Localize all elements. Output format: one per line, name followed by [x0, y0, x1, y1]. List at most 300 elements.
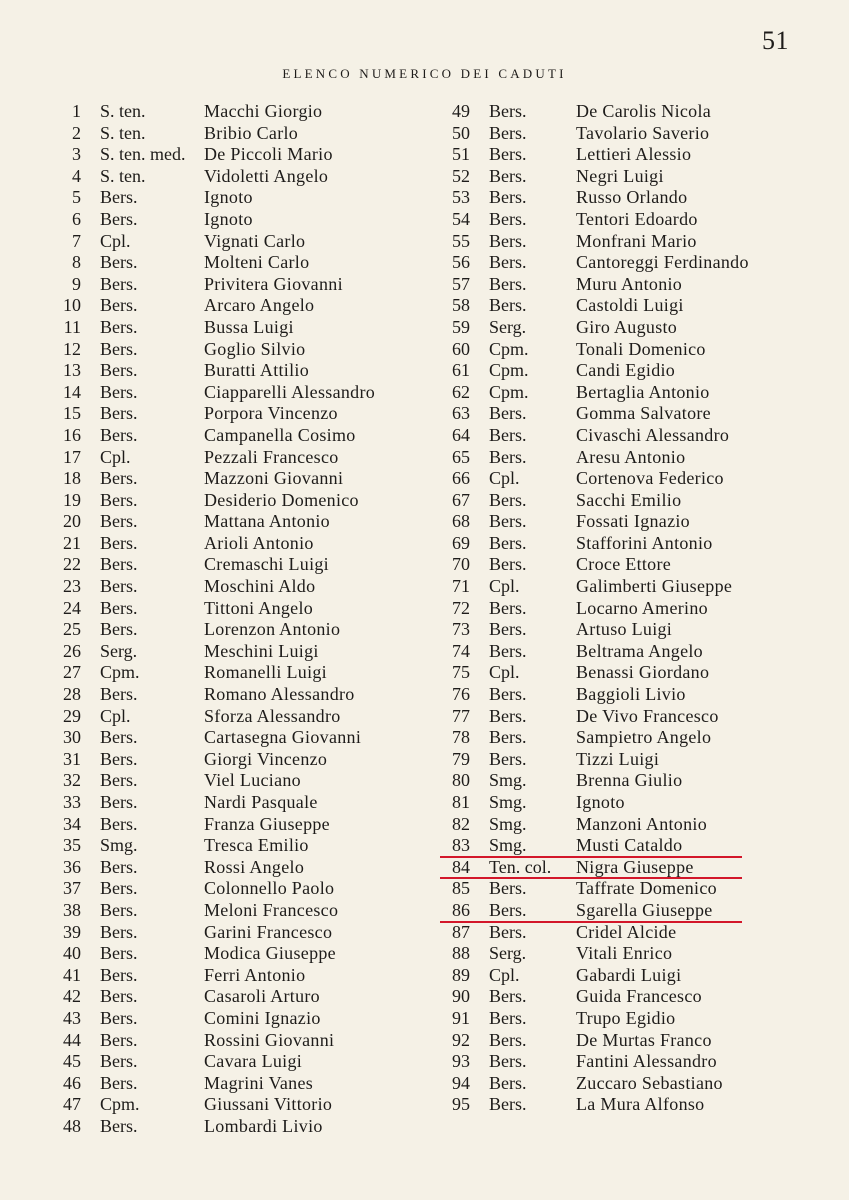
list-item: [438, 749, 838, 771]
entry-rank: Bers.: [100, 986, 138, 1007]
list-item: [46, 209, 426, 231]
entry-rank: S. ten.: [100, 165, 146, 186]
entry-rank: Smg.: [489, 792, 527, 812]
list-item: [46, 1094, 426, 1116]
entry-name: Modica Giuseppe: [204, 943, 336, 964]
entry-name: Giussani Vittorio: [204, 1094, 333, 1115]
entry-name: Ferri Antonio: [204, 964, 306, 985]
entry-name: Sgarella Giuseppe: [576, 899, 713, 920]
list-item: [46, 770, 426, 792]
entry-rank: Bers.: [489, 403, 527, 424]
entry-name: Moschini Aldo: [204, 576, 316, 597]
entry-rank: Bers.: [489, 101, 527, 121]
entry-rank: Bers.: [489, 597, 527, 618]
list-item: [46, 1008, 426, 1030]
entry-name: Ignoto: [204, 208, 253, 229]
entry-name: La Mura Alfonso: [576, 1094, 705, 1115]
list-item: [46, 339, 426, 361]
list-item: [438, 511, 838, 533]
list-item: [46, 662, 426, 684]
list-item: [46, 360, 426, 382]
entry-name: Comini Ignazio: [204, 1007, 321, 1028]
entry-number: 53: [452, 187, 470, 208]
entry-name: Aresu Antonio: [576, 446, 686, 467]
entry-rank: Bers.: [489, 748, 527, 769]
list-item: [438, 447, 838, 469]
entry-number: 8: [72, 252, 81, 273]
entry-rank: Cpl.: [100, 446, 131, 467]
list-item: [438, 187, 838, 209]
entry-rank: Bers.: [489, 899, 527, 920]
entry-number: 15: [63, 403, 81, 424]
entry-rank: Bers.: [489, 489, 527, 510]
entry-name: Pezzali Francesco: [204, 446, 339, 467]
entry-number: 3: [72, 144, 81, 165]
list-item: [438, 339, 838, 361]
entry-number: 63: [452, 403, 470, 424]
list-item: [46, 922, 426, 944]
entry-number: 77: [452, 705, 470, 726]
list-item: [46, 274, 426, 296]
entry-name: Artuso Luigi: [576, 619, 673, 640]
entry-name: Magrini Vanes: [204, 1072, 314, 1093]
entry-number: 32: [63, 770, 81, 791]
list-item: [46, 619, 426, 641]
entry-name: Muru Antonio: [576, 273, 683, 294]
entry-number: 80: [452, 770, 470, 791]
entry-name: Sacchi Emilio: [576, 489, 682, 510]
entry-rank: Bers.: [100, 878, 138, 899]
entry-number: 86: [452, 899, 470, 920]
entry-name: Ignoto: [204, 187, 253, 208]
list-item: [46, 598, 426, 620]
entry-rank: Bers.: [100, 489, 138, 510]
entry-number: 55: [452, 230, 470, 251]
list-item: [46, 166, 426, 188]
entry-name: Mattana Antonio: [204, 511, 330, 532]
entry-number: 2: [72, 122, 81, 143]
entry-number: 33: [63, 792, 81, 812]
entry-name: Tittoni Angelo: [204, 597, 314, 618]
entry-rank: Bers.: [489, 122, 527, 143]
entry-rank: Bers.: [100, 727, 138, 748]
entry-rank: Bers.: [100, 770, 138, 791]
entry-number: 54: [452, 208, 470, 229]
entry-name: Arcaro Angelo: [204, 295, 315, 316]
entry-rank: Bers.: [489, 165, 527, 186]
entry-name: De Murtas Franco: [576, 1029, 712, 1050]
entry-name: Privitera Giovanni: [204, 273, 343, 294]
list-item: [438, 252, 838, 274]
list-item: [46, 554, 426, 576]
entry-name: Lorenzon Antonio: [204, 619, 341, 640]
list-item: [438, 468, 838, 490]
list-item: [438, 144, 838, 166]
entry-rank: Bers.: [489, 878, 527, 899]
list-item: [46, 641, 426, 663]
entry-rank: S. ten. med.: [100, 144, 186, 165]
entry-rank: Serg.: [489, 316, 527, 337]
entry-number: 62: [452, 381, 470, 402]
list-item: [438, 1051, 838, 1073]
entry-rank: Bers.: [100, 208, 138, 229]
entry-name: Lettieri Alessio: [576, 144, 692, 165]
entry-name: Cavara Luigi: [204, 1051, 303, 1072]
entry-name: De Carolis Nicola: [576, 101, 712, 121]
entry-name: Manzoni Antonio: [576, 813, 707, 834]
entry-number: 16: [63, 424, 81, 445]
entry-name: Gabardi Luigi: [576, 964, 682, 985]
list-item: [438, 360, 838, 382]
entry-name: Musti Cataldo: [576, 835, 683, 856]
entry-number: 52: [452, 165, 470, 186]
entry-name: Beltrama Angelo: [576, 640, 703, 661]
entry-rank: Bers.: [489, 252, 527, 273]
list-item: [46, 468, 426, 490]
entry-rank: Bers.: [100, 1072, 138, 1093]
entry-name: Guida Francesco: [576, 986, 702, 1007]
entry-rank: S. ten.: [100, 122, 146, 143]
list-item: [438, 101, 838, 123]
entry-number: 78: [452, 727, 470, 748]
entry-rank: Bers.: [100, 554, 138, 575]
list-item: [438, 965, 838, 987]
entry-number: 47: [63, 1094, 81, 1115]
entry-number: 72: [452, 597, 470, 618]
entry-name: Tonali Domenico: [576, 338, 706, 359]
entry-rank: Cpl.: [489, 468, 520, 489]
entry-rank: Bers.: [100, 1007, 138, 1028]
entry-number: 85: [452, 878, 470, 899]
entry-number: 64: [452, 424, 470, 445]
entry-number: 23: [63, 576, 81, 597]
entry-rank: Cpm.: [100, 1094, 140, 1115]
entry-number: 30: [63, 727, 81, 748]
list-item: [46, 835, 426, 857]
list-item: [438, 1073, 838, 1095]
entry-rank: Cpm.: [489, 360, 529, 381]
entry-rank: Cpl.: [489, 964, 520, 985]
entry-rank: Bers.: [100, 684, 138, 705]
entry-number: 26: [63, 640, 81, 661]
entry-name: Ignoto: [576, 792, 625, 812]
entry-number: 56: [452, 252, 470, 273]
entry-rank: Bers.: [489, 1094, 527, 1115]
entry-rank: Cpl.: [489, 662, 520, 683]
entry-rank: Bers.: [489, 208, 527, 229]
entry-rank: Bers.: [489, 1072, 527, 1093]
list-item: [46, 943, 426, 965]
list-item: [46, 231, 426, 253]
entry-rank: Bers.: [100, 424, 138, 445]
entry-name: Rossini Giovanni: [204, 1029, 335, 1050]
entry-name: Fossati Ignazio: [576, 511, 690, 532]
entry-name: Garini Francesco: [204, 921, 333, 942]
entry-number: 87: [452, 921, 470, 942]
entry-number: 65: [452, 446, 470, 467]
list-item: [438, 706, 838, 728]
entry-rank: Bers.: [489, 986, 527, 1007]
entry-name: Meschini Luigi: [204, 640, 319, 661]
list-item: [46, 101, 426, 123]
entry-rank: Bers.: [100, 597, 138, 618]
entry-number: 68: [452, 511, 470, 532]
entry-name: Tresca Emilio: [204, 835, 309, 856]
entry-name: Cremaschi Luigi: [204, 554, 329, 575]
entry-rank: Bers.: [100, 187, 138, 208]
entry-name: Lombardi Livio: [204, 1115, 323, 1136]
entry-rank: Bers.: [489, 554, 527, 575]
entry-number: 35: [63, 835, 81, 856]
entry-name: Russo Orlando: [576, 187, 688, 208]
entry-number: 88: [452, 943, 470, 964]
entry-rank: Bers.: [100, 468, 138, 489]
list-item: [438, 425, 838, 447]
entry-number: 24: [63, 597, 81, 618]
entry-number: 4: [72, 165, 81, 186]
entry-number: 76: [452, 684, 470, 705]
entry-name: Bussa Luigi: [204, 316, 294, 337]
entry-number: 44: [63, 1029, 81, 1050]
entry-number: 11: [63, 316, 81, 337]
entry-number: 95: [452, 1094, 470, 1115]
entry-number: 90: [452, 986, 470, 1007]
entry-rank: Bers.: [489, 446, 527, 467]
entry-rank: Bers.: [489, 511, 527, 532]
list-item: [46, 1073, 426, 1095]
entry-rank: Bers.: [100, 1029, 138, 1050]
entry-rank: Bers.: [489, 187, 527, 208]
list-item: [46, 900, 426, 922]
entry-number: 66: [452, 468, 470, 489]
entry-number: 12: [63, 338, 81, 359]
list-item: [438, 598, 838, 620]
entry-rank: Bers.: [100, 273, 138, 294]
entry-name: Tavolario Saverio: [576, 122, 710, 143]
entry-number: 75: [452, 662, 470, 683]
entry-number: 39: [63, 921, 81, 942]
entry-rank: Bers.: [100, 511, 138, 532]
entry-name: Giro Augusto: [576, 316, 678, 337]
list-item: [438, 814, 838, 836]
list-item: [46, 1116, 426, 1138]
page-number: 51: [762, 26, 789, 55]
entry-number: 61: [452, 360, 470, 381]
entry-rank: Bers.: [489, 424, 527, 445]
entry-rank: Bers.: [100, 748, 138, 769]
list-item: [438, 1030, 838, 1052]
entry-name: De Vivo Francesco: [576, 705, 719, 726]
list-item: [46, 1051, 426, 1073]
entry-name: Fantini Alessandro: [576, 1051, 717, 1072]
entry-number: 17: [63, 446, 81, 467]
entry-name: Colonnello Paolo: [204, 878, 335, 899]
list-item: [46, 792, 426, 814]
entry-name: Rossi Angelo: [204, 856, 305, 877]
entry-rank: Bers.: [489, 230, 527, 251]
entry-rank: Bers.: [100, 856, 138, 877]
entry-rank: Bers.: [489, 1051, 527, 1072]
entry-rank: Bers.: [100, 792, 138, 812]
entry-name: Bribio Carlo: [204, 122, 299, 143]
list-item: [46, 403, 426, 425]
entry-number: 59: [452, 316, 470, 337]
list-item: [46, 857, 426, 879]
list-item: [438, 490, 838, 512]
entry-number: 51: [452, 144, 470, 165]
entry-name: Vidoletti Angelo: [204, 165, 329, 186]
list-item: [46, 511, 426, 533]
entry-rank: Cpl.: [489, 576, 520, 597]
list-item: [438, 382, 838, 404]
entry-name: Cantoreggi Ferdinando: [576, 252, 749, 273]
entry-rank: Bers.: [489, 921, 527, 942]
entry-name: Franza Giuseppe: [204, 813, 330, 834]
entry-number: 94: [452, 1072, 470, 1093]
entry-rank: Bers.: [100, 943, 138, 964]
entry-rank: Bers.: [489, 532, 527, 553]
entry-name: Meloni Francesco: [204, 899, 339, 920]
entry-rank: Cpm.: [489, 381, 529, 402]
entry-number: 28: [63, 684, 81, 705]
entry-number: 18: [63, 468, 81, 489]
entry-name: Campanella Cosimo: [204, 424, 356, 445]
list-item: [46, 295, 426, 317]
entry-rank: Bers.: [100, 576, 138, 597]
entry-name: Giorgi Vincenzo: [204, 748, 328, 769]
entry-rank: Bers.: [100, 381, 138, 402]
list-item: [438, 295, 838, 317]
list-item: [438, 554, 838, 576]
list-item: [438, 209, 838, 231]
entry-number: 89: [452, 964, 470, 985]
entry-name: Sforza Alessandro: [204, 705, 341, 726]
entry-name: Goglio Silvio: [204, 338, 306, 359]
entry-number: 38: [63, 899, 81, 920]
entry-name: Zuccaro Sebastiano: [576, 1072, 723, 1093]
entry-name: Romano Alessandro: [204, 684, 355, 705]
entry-rank: Bers.: [100, 1051, 138, 1072]
entry-name: Cartasegna Giovanni: [204, 727, 362, 748]
entry-rank: Cpm.: [100, 662, 140, 683]
entry-name: Bertaglia Antonio: [576, 381, 710, 402]
entry-rank: Cpl.: [100, 705, 131, 726]
entry-rank: Bers.: [489, 1029, 527, 1050]
entry-name: Tentori Edoardo: [576, 208, 698, 229]
list-item: [438, 533, 838, 555]
entry-number: 46: [63, 1072, 81, 1093]
entry-name: Mazzoni Giovanni: [204, 468, 344, 489]
entry-number: 27: [63, 662, 81, 683]
entry-number: 69: [452, 532, 470, 553]
list-item: [438, 274, 838, 296]
entry-number: 79: [452, 748, 470, 769]
entry-rank: Bers.: [100, 964, 138, 985]
entry-number: 84: [452, 856, 470, 877]
entry-number: 82: [452, 813, 470, 834]
entry-name: Stafforini Antonio: [576, 532, 713, 553]
entry-rank: Smg.: [489, 813, 527, 834]
entry-number: 49: [452, 101, 470, 121]
list-item: [438, 922, 838, 944]
entry-name: Nardi Pasquale: [204, 792, 318, 812]
entry-rank: Bers.: [100, 619, 138, 640]
entry-name: Sampietro Angelo: [576, 727, 712, 748]
entry-rank: Cpm.: [489, 338, 529, 359]
entry-rank: Bers.: [100, 921, 138, 942]
list-item: [46, 706, 426, 728]
list-item: [438, 231, 838, 253]
entry-name: Casaroli Arturo: [204, 986, 320, 1007]
entry-name: Tizzi Luigi: [576, 748, 660, 769]
right-column: [438, 101, 838, 1116]
list-item: [438, 770, 838, 792]
list-item: [46, 252, 426, 274]
list-item: [46, 1030, 426, 1052]
entry-rank: Bers.: [489, 619, 527, 640]
list-item: [438, 662, 838, 684]
entry-number: 48: [63, 1115, 81, 1136]
entry-name: Arioli Antonio: [204, 532, 314, 553]
entry-number: 31: [63, 748, 81, 769]
entry-name: Molteni Carlo: [204, 252, 310, 273]
list-item: [46, 490, 426, 512]
entry-name: Taffrate Domenico: [576, 878, 717, 899]
entry-number: 41: [63, 964, 81, 985]
list-item: [46, 382, 426, 404]
entry-rank: Bers.: [489, 295, 527, 316]
list-item: [46, 965, 426, 987]
list-item: [438, 943, 838, 965]
list-item: [46, 684, 426, 706]
entry-rank: Bers.: [100, 338, 138, 359]
list-item: [438, 878, 838, 900]
entry-rank: Bers.: [489, 273, 527, 294]
entry-number: 9: [72, 273, 81, 294]
entry-number: 21: [63, 532, 81, 553]
list-item: [438, 835, 838, 857]
entry-name: Monfrani Mario: [576, 230, 697, 251]
list-item: [438, 684, 838, 706]
entry-rank: Ten. col.: [489, 856, 552, 877]
entry-name: Cortenova Federico: [576, 468, 724, 489]
entry-name: Viel Luciano: [204, 770, 301, 791]
entry-name: Macchi Giorgio: [204, 101, 323, 121]
entry-number: 25: [63, 619, 81, 640]
list-item: [438, 166, 838, 188]
entry-number: 7: [72, 230, 81, 251]
entry-number: 10: [63, 295, 81, 316]
list-item: [438, 619, 838, 641]
entry-number: 71: [452, 576, 470, 597]
entry-number: 58: [452, 295, 470, 316]
list-item: [46, 533, 426, 555]
entry-name: Romanelli Luigi: [204, 662, 327, 683]
list-item: [46, 986, 426, 1008]
entry-name: Vignati Carlo: [204, 230, 306, 251]
entry-number: 81: [452, 792, 470, 812]
entry-rank: Bers.: [489, 727, 527, 748]
entry-number: 93: [452, 1051, 470, 1072]
list-item: [438, 900, 838, 922]
page-title: ELENCO NUMERICO DEI CADUTI: [282, 66, 567, 81]
entry-name: Buratti Attilio: [204, 360, 310, 381]
list-item: [438, 1094, 838, 1116]
list-item: [438, 123, 838, 145]
entry-number: 5: [72, 187, 81, 208]
list-item: [438, 576, 838, 598]
list-item: [46, 576, 426, 598]
